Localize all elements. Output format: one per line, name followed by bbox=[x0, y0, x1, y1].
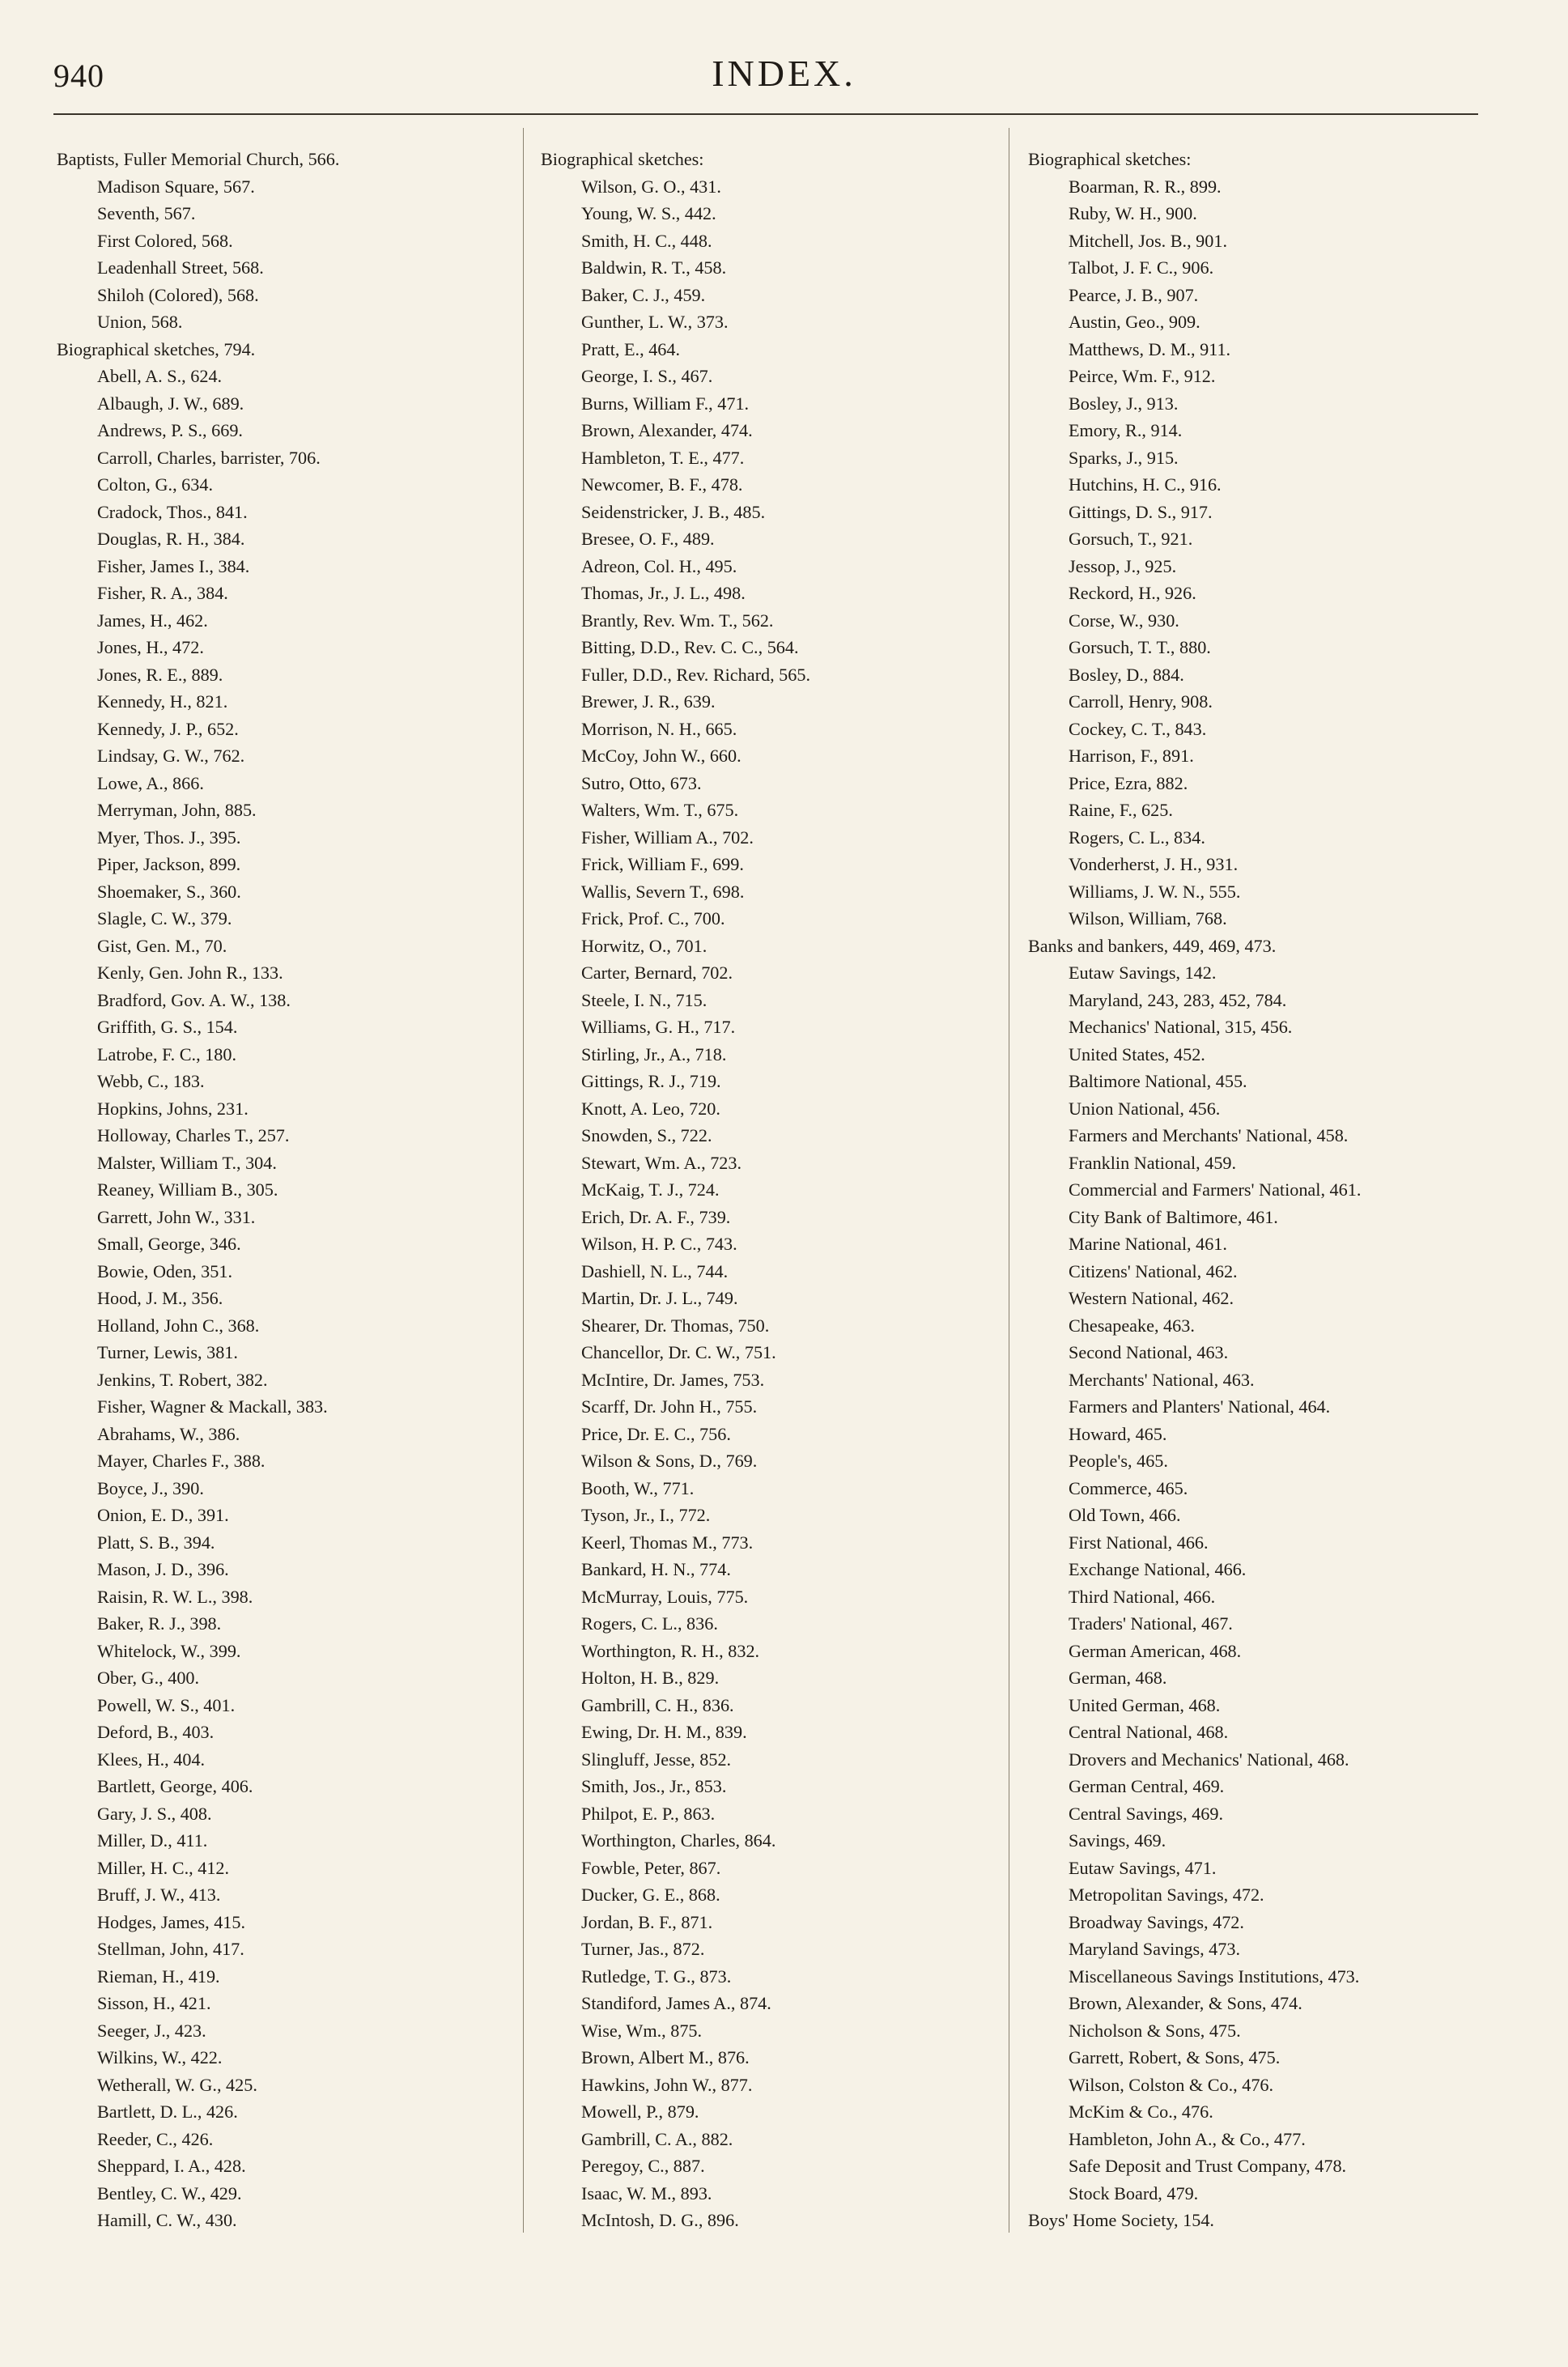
index-subentry: Stirling, Jr., A., 718. bbox=[581, 1043, 727, 1065]
index-subentry: Seventh, 567. bbox=[97, 203, 196, 223]
index-subentry: Klees, H., 404. bbox=[97, 1749, 206, 1770]
index-subentry: Onion, E. D., 391. bbox=[97, 1505, 229, 1525]
index-subentry: Mayer, Charles F., 388. bbox=[97, 1451, 266, 1471]
index-subentry: Madison Square, 567. bbox=[97, 176, 255, 197]
index-subentry: Wallis, Severn T., 698. bbox=[581, 881, 745, 902]
index-subentry: Wilson, G. O., 431. bbox=[581, 176, 721, 197]
index-subentry: Wilson, Colston & Co., 476. bbox=[1069, 2074, 1274, 2095]
index-subentry: Latrobe, F. C., 180. bbox=[97, 1043, 237, 1065]
index-subentry: Hopkins, Johns, 231. bbox=[97, 1098, 249, 1119]
index-subentry: Bartlett, George, 406. bbox=[97, 1776, 253, 1796]
index-subentry: Boarman, R. R., 899. bbox=[1069, 176, 1222, 197]
index-subentry: Turner, Lewis, 381. bbox=[97, 1342, 238, 1362]
index-subentry: Miscellaneous Savings Institutions, 473. bbox=[1069, 1965, 1360, 1987]
index-subentry: Hutchins, H. C., 916. bbox=[1069, 474, 1222, 495]
index-subentry: Gary, J. S., 408. bbox=[97, 1803, 212, 1824]
index-subentry: Garrett, John W., 331. bbox=[97, 1206, 256, 1227]
index-subentry: Carter, Bernard, 702. bbox=[581, 963, 733, 983]
index-subentry: Raine, F., 625. bbox=[1069, 800, 1173, 820]
index-subentry: Smith, H. C., 448. bbox=[581, 230, 712, 251]
index-subentry: McMurray, Louis, 775. bbox=[581, 1586, 749, 1607]
index-subentry: Drovers and Mechanics' National, 468. bbox=[1069, 1749, 1349, 1770]
index-subentry: Gorsuch, T. T., 880. bbox=[1069, 637, 1211, 657]
index-subentry: Sutro, Otto, 673. bbox=[581, 772, 702, 793]
index-subentry: Seidenstricker, J. B., 485. bbox=[581, 501, 766, 522]
index-subentry: Hodges, James, 415. bbox=[97, 1911, 246, 1932]
index-subentry: Stellman, John, 417. bbox=[97, 1939, 244, 1959]
index-subentry: First National, 466. bbox=[1069, 1532, 1209, 1553]
index-subentry: Slingluff, Jesse, 852. bbox=[581, 1749, 732, 1770]
index-subentry: Gittings, D. S., 917. bbox=[1069, 501, 1213, 522]
index-subentry: Bosley, J., 913. bbox=[1069, 393, 1179, 414]
index-subentry: First Colored, 568. bbox=[97, 230, 233, 251]
index-subentry: Gorsuch, T., 921. bbox=[1069, 529, 1193, 549]
index-subentry: Adreon, Col. H., 495. bbox=[581, 555, 737, 576]
index-subentry: Frick, Prof. C., 700. bbox=[581, 908, 725, 929]
index-subentry: Tyson, Jr., I., 772. bbox=[581, 1505, 711, 1525]
index-subentry: Baker, R. J., 398. bbox=[97, 1613, 222, 1634]
index-subentry: Wilkins, W., 422. bbox=[97, 2047, 223, 2067]
index-subentry: Brown, Albert M., 876. bbox=[581, 2047, 750, 2067]
index-column-3 bbox=[1028, 146, 1361, 2234]
index-heading: Biographical sketches: bbox=[1028, 149, 1192, 169]
index-subentry: Brantly, Rev. Wm. T., 562. bbox=[581, 610, 774, 631]
index-subentry: Jessop, J., 925. bbox=[1069, 555, 1177, 576]
index-subentry: Chesapeake, 463. bbox=[1069, 1315, 1195, 1336]
index-subentry: Ewing, Dr. H. M., 839. bbox=[581, 1722, 747, 1742]
index-subentry: Miller, D., 411. bbox=[97, 1830, 208, 1851]
index-subentry: Lowe, A., 866. bbox=[97, 772, 204, 793]
index-subentry: Piper, Jackson, 899. bbox=[97, 854, 241, 874]
index-subentry: Carroll, Henry, 908. bbox=[1069, 691, 1213, 712]
index-subentry: Rieman, H., 419. bbox=[97, 1965, 220, 1987]
index-subentry: Price, Dr. E. C., 756. bbox=[581, 1423, 731, 1444]
index-subentry: Deford, B., 403. bbox=[97, 1722, 215, 1742]
index-subentry: Ducker, G. E., 868. bbox=[581, 1885, 720, 1905]
column-separator bbox=[523, 128, 524, 2233]
index-subentry: Shiloh (Colored), 568. bbox=[97, 284, 259, 305]
index-subentry: Abrahams, W., 386. bbox=[97, 1423, 240, 1444]
index-subentry: Farmers and Merchants' National, 458. bbox=[1069, 1125, 1349, 1145]
index-subentry: Brewer, J. R., 639. bbox=[581, 691, 716, 712]
index-subentry: Bartlett, D. L., 426. bbox=[97, 2101, 238, 2122]
index-subentry: Jones, R. E., 889. bbox=[97, 664, 223, 685]
index-subentry: Bowie, Oden, 351. bbox=[97, 1260, 233, 1281]
index-subentry: Bruff, J. W., 413. bbox=[97, 1885, 221, 1905]
index-subentry: United States, 452. bbox=[1069, 1043, 1205, 1065]
index-subentry: Turner, Jas., 872. bbox=[581, 1939, 705, 1959]
index-subentry: Austin, Geo., 909. bbox=[1069, 312, 1200, 332]
index-subentry: Holloway, Charles T., 257. bbox=[97, 1125, 290, 1145]
index-subentry: Eutaw Savings, 471. bbox=[1069, 1857, 1217, 1878]
index-subentry: Williams, J. W. N., 555. bbox=[1069, 881, 1241, 902]
index-subentry: Erich, Dr. A. F., 739. bbox=[581, 1206, 731, 1227]
index-subentry: Ruby, W. H., 900. bbox=[1069, 203, 1197, 223]
index-subentry: Baltimore National, 455. bbox=[1069, 1071, 1247, 1091]
index-subentry: McKaig, T. J., 724. bbox=[581, 1179, 720, 1200]
index-subentry: City Bank of Baltimore, 461. bbox=[1069, 1206, 1278, 1227]
index-subentry: Farmers and Planters' National, 464. bbox=[1069, 1396, 1331, 1417]
index-subentry: German American, 468. bbox=[1069, 1640, 1242, 1661]
index-subentry: Baker, C. J., 459. bbox=[581, 284, 706, 305]
index-subentry: Morrison, N. H., 665. bbox=[581, 718, 737, 739]
index-subentry: Peirce, Wm. F., 912. bbox=[1069, 366, 1216, 386]
index-subentry: Gambrill, C. A., 882. bbox=[581, 2128, 733, 2149]
index-subentry: Knott, A. Leo, 720. bbox=[581, 1098, 720, 1119]
index-subentry: Powell, W. S., 401. bbox=[97, 1694, 236, 1715]
index-subentry: George, I. S., 467. bbox=[581, 366, 713, 386]
index-subentry: Hood, J. M., 356. bbox=[97, 1288, 223, 1308]
index-subentry: Holland, John C., 368. bbox=[97, 1315, 260, 1336]
index-subentry: Newcomer, B. F., 478. bbox=[581, 474, 743, 495]
index-subentry: Booth, W., 771. bbox=[581, 1477, 695, 1498]
index-subentry: Mowell, P., 879. bbox=[581, 2101, 699, 2122]
index-heading: Banks and bankers, 449, 469, 473. bbox=[1028, 935, 1277, 956]
index-subentry: Rogers, C. L., 836. bbox=[581, 1613, 718, 1634]
index-subentry: Jones, H., 472. bbox=[97, 637, 204, 657]
index-subentry: Stewart, Wm. A., 723. bbox=[581, 1152, 742, 1173]
index-subentry: Keerl, Thomas M., 773. bbox=[581, 1532, 754, 1553]
index-subentry: McKim & Co., 476. bbox=[1069, 2101, 1213, 2122]
index-subentry: Jordan, B. F., 871. bbox=[581, 1911, 713, 1932]
index-subentry: Emory, R., 914. bbox=[1069, 420, 1183, 440]
index-subentry: Bentley, C. W., 429. bbox=[97, 2182, 242, 2203]
index-subentry: Fisher, R. A., 384. bbox=[97, 583, 228, 603]
index-subentry: Nicholson & Sons, 475. bbox=[1069, 2020, 1241, 2041]
index-subentry: McCoy, John W., 660. bbox=[581, 746, 742, 766]
index-subentry: Andrews, P. S., 669. bbox=[97, 420, 243, 440]
index-subentry: Baldwin, R. T., 458. bbox=[581, 257, 727, 278]
index-subentry: German, 468. bbox=[1069, 1668, 1167, 1688]
index-subentry: Metropolitan Savings, 472. bbox=[1069, 1885, 1264, 1905]
index-subentry: Garrett, Robert, & Sons, 475. bbox=[1069, 2047, 1281, 2067]
index-subentry: Gist, Gen. M., 70. bbox=[97, 935, 227, 956]
index-subentry: Bresee, O. F., 489. bbox=[581, 529, 715, 549]
index-subentry: Savings, 469. bbox=[1069, 1830, 1166, 1851]
index-subentry: Platt, S. B., 394. bbox=[97, 1532, 215, 1553]
index-subentry: Mason, J. D., 396. bbox=[97, 1559, 229, 1579]
index-subentry: Albaugh, J. W., 689. bbox=[97, 393, 244, 414]
index-subentry: Colton, G., 634. bbox=[97, 474, 213, 495]
index-subentry: Matthews, D. M., 911. bbox=[1069, 338, 1231, 359]
index-subentry: Eutaw Savings, 142. bbox=[1069, 963, 1217, 983]
index-subentry: Ober, G., 400. bbox=[97, 1668, 200, 1688]
index-subentry: Old Town, 466. bbox=[1069, 1505, 1181, 1525]
index-subentry: Frick, William F., 699. bbox=[581, 854, 744, 874]
index-subentry: Franklin National, 459. bbox=[1069, 1152, 1237, 1173]
page-number: 940 bbox=[53, 57, 104, 94]
index-subentry: Kenly, Gen. John R., 133. bbox=[97, 963, 283, 983]
index-subentry: Miller, H. C., 412. bbox=[97, 1857, 230, 1878]
index-subentry: Talbot, J. F. C., 906. bbox=[1069, 257, 1214, 278]
index-subentry: Thomas, Jr., J. L., 498. bbox=[581, 583, 746, 603]
index-subentry: Carroll, Charles, barrister, 706. bbox=[97, 447, 321, 468]
index-heading: Boys' Home Society, 154. bbox=[1028, 2210, 1214, 2230]
index-subentry: Mechanics' National, 315, 456. bbox=[1069, 1017, 1293, 1037]
index-subentry: Sparks, J., 915. bbox=[1069, 447, 1179, 468]
index-subentry: Traders' National, 467. bbox=[1069, 1613, 1233, 1634]
index-subentry: Shearer, Dr. Thomas, 750. bbox=[581, 1315, 770, 1336]
index-subentry: Bitting, D.D., Rev. C. C., 564. bbox=[581, 637, 799, 657]
header-rule bbox=[53, 113, 1478, 115]
index-subentry: Holton, H. B., 829. bbox=[581, 1668, 720, 1688]
index-subentry: People's, 465. bbox=[1069, 1451, 1168, 1471]
index-subentry: Small, George, 346. bbox=[97, 1234, 241, 1254]
index-subentry: Young, W. S., 442. bbox=[581, 203, 716, 223]
index-subentry: Martin, Dr. J. L., 749. bbox=[581, 1288, 738, 1308]
index-subentry: Mitchell, Jos. B., 901. bbox=[1069, 230, 1227, 251]
index-subentry: Stock Board, 479. bbox=[1069, 2182, 1199, 2203]
index-subentry: Scarff, Dr. John H., 755. bbox=[581, 1396, 758, 1417]
index-column-1 bbox=[57, 146, 339, 2234]
index-subentry: Cockey, C. T., 843. bbox=[1069, 718, 1207, 739]
index-heading: Biographical sketches: bbox=[541, 149, 704, 169]
index-subentry: Chancellor, Dr. C. W., 751. bbox=[581, 1342, 776, 1362]
index-subentry: Bankard, H. N., 774. bbox=[581, 1559, 731, 1579]
index-subentry: Gunther, L. W., 373. bbox=[581, 312, 729, 332]
index-subentry: Safe Deposit and Trust Company, 478. bbox=[1069, 2156, 1347, 2176]
index-subentry: Union, 568. bbox=[97, 312, 183, 332]
index-subentry: Williams, G. H., 717. bbox=[581, 1017, 736, 1037]
index-subentry: Griffith, G. S., 154. bbox=[97, 1017, 238, 1037]
index-subentry: Citizens' National, 462. bbox=[1069, 1260, 1238, 1281]
index-subentry: Fisher, James I., 384. bbox=[97, 555, 250, 576]
index-subentry: Corse, W., 930. bbox=[1069, 610, 1179, 631]
index-subentry: Walters, Wm. T., 675. bbox=[581, 800, 739, 820]
index-subentry: Bradford, Gov. A. W., 138. bbox=[97, 989, 291, 1010]
index-subentry: Hambleton, T. E., 477. bbox=[581, 447, 745, 468]
index-subentry: Hamill, C. W., 430. bbox=[97, 2210, 237, 2230]
index-subentry: Rogers, C. L., 834. bbox=[1069, 827, 1205, 848]
index-subentry: James, H., 462. bbox=[97, 610, 208, 631]
index-subentry: Smith, Jos., Jr., 853. bbox=[581, 1776, 727, 1796]
index-subentry: McIntosh, D. G., 896. bbox=[581, 2210, 739, 2230]
index-subentry: Price, Ezra, 882. bbox=[1069, 772, 1188, 793]
index-subentry: Douglas, R. H., 384. bbox=[97, 529, 245, 549]
index-subentry: Slagle, C. W., 379. bbox=[97, 908, 232, 929]
index-subentry: Pearce, J. B., 907. bbox=[1069, 284, 1199, 305]
index-subentry: Gittings, R. J., 719. bbox=[581, 1071, 721, 1091]
index-subentry: Reckord, H., 926. bbox=[1069, 583, 1196, 603]
index-subentry: Reaney, William B., 305. bbox=[97, 1179, 278, 1200]
index-subentry: Maryland, 243, 283, 452, 784. bbox=[1069, 989, 1287, 1010]
index-subentry: Isaac, W. M., 893. bbox=[581, 2182, 712, 2203]
index-subentry: McIntire, Dr. James, 753. bbox=[581, 1369, 765, 1390]
index-subentry: Lindsay, G. W., 762. bbox=[97, 746, 245, 766]
index-subentry: Reeder, C., 426. bbox=[97, 2128, 214, 2149]
index-heading: Biographical sketches, 794. bbox=[57, 338, 256, 359]
index-subentry: Harrison, F., 891. bbox=[1069, 746, 1194, 766]
index-subentry: Vonderherst, J. H., 931. bbox=[1069, 854, 1239, 874]
index-subentry: Boyce, J., 390. bbox=[97, 1477, 204, 1498]
index-subentry: Wilson & Sons, D., 769. bbox=[581, 1451, 758, 1471]
index-subentry: Maryland Savings, 473. bbox=[1069, 1939, 1240, 1959]
index-subentry: Webb, C., 183. bbox=[97, 1071, 205, 1091]
index-subentry: Shoemaker, S., 360. bbox=[97, 881, 241, 902]
index-subentry: Abell, A. S., 624. bbox=[97, 366, 223, 386]
index-subentry: Whitelock, W., 399. bbox=[97, 1640, 241, 1661]
index-subentry: Pratt, E., 464. bbox=[581, 338, 681, 359]
index-subentry: German Central, 469. bbox=[1069, 1776, 1225, 1796]
index-subentry: Hambleton, John A., & Co., 477. bbox=[1069, 2128, 1306, 2149]
index-subentry: Central National, 468. bbox=[1069, 1722, 1229, 1742]
index-subentry: Myer, Thos. J., 395. bbox=[97, 827, 241, 848]
index-subentry: Philpot, E. P., 863. bbox=[581, 1803, 716, 1824]
index-subentry: Leadenhall Street, 568. bbox=[97, 257, 264, 278]
index-subentry: Cradock, Thos., 841. bbox=[97, 501, 248, 522]
index-subentry: Howard, 465. bbox=[1069, 1423, 1167, 1444]
index-subentry: Fuller, D.D., Rev. Richard, 565. bbox=[581, 664, 810, 685]
index-subentry: Snowden, S., 722. bbox=[581, 1125, 712, 1145]
index-subentry: Jenkins, T. Robert, 382. bbox=[97, 1369, 268, 1390]
index-subentry: Exchange National, 466. bbox=[1069, 1559, 1247, 1579]
index-subentry: Horwitz, O., 701. bbox=[581, 935, 708, 956]
index-subentry: Wilson, William, 768. bbox=[1069, 908, 1227, 929]
index-subentry: Malster, William T., 304. bbox=[97, 1152, 277, 1173]
index-subentry: Steele, I. N., 715. bbox=[581, 989, 708, 1010]
index-subentry: Commercial and Farmers' National, 461. bbox=[1069, 1179, 1362, 1200]
index-subentry: Union National, 456. bbox=[1069, 1098, 1221, 1119]
index-subentry: Worthington, R. H., 832. bbox=[581, 1640, 760, 1661]
index-subentry: Wetherall, W. G., 425. bbox=[97, 2074, 257, 2095]
index-subentry: Sheppard, I. A., 428. bbox=[97, 2156, 246, 2176]
index-subentry: Wise, Wm., 875. bbox=[581, 2020, 703, 2041]
index-subentry: Gambrill, C. H., 836. bbox=[581, 1694, 734, 1715]
index-subentry: Seeger, J., 423. bbox=[97, 2020, 206, 2041]
index-subentry: Sisson, H., 421. bbox=[97, 1993, 211, 2013]
index-column-2 bbox=[541, 146, 810, 2234]
index-subentry: Bosley, D., 884. bbox=[1069, 664, 1184, 685]
index-subentry: Wilson, H. P. C., 743. bbox=[581, 1234, 737, 1254]
index-subentry: Merchants' National, 463. bbox=[1069, 1369, 1255, 1390]
index-subentry: Hawkins, John W., 877. bbox=[581, 2074, 753, 2095]
index-subentry: Third National, 466. bbox=[1069, 1586, 1216, 1607]
index-subentry: Western National, 462. bbox=[1069, 1288, 1234, 1308]
index-subentry: Kennedy, J. P., 652. bbox=[97, 718, 239, 739]
index-subentry: Merryman, John, 885. bbox=[97, 800, 257, 820]
index-subentry: Burns, William F., 471. bbox=[581, 393, 750, 414]
page-title: INDEX. bbox=[712, 53, 856, 94]
index-subentry: Brown, Alexander, 474. bbox=[581, 420, 753, 440]
index-subentry: Peregoy, C., 887. bbox=[581, 2156, 705, 2176]
index-subentry: Worthington, Charles, 864. bbox=[581, 1830, 776, 1851]
index-subentry: Fisher, William A., 702. bbox=[581, 827, 754, 848]
index-subentry: Standiford, James A., 874. bbox=[581, 1993, 771, 2013]
index-subentry: Central Savings, 469. bbox=[1069, 1803, 1224, 1824]
index-subentry: Brown, Alexander, & Sons, 474. bbox=[1069, 1993, 1302, 2013]
index-subentry: Second National, 463. bbox=[1069, 1342, 1229, 1362]
index-subentry: Raisin, R. W. L., 398. bbox=[97, 1586, 253, 1607]
index-subentry: Fisher, Wagner & Mackall, 383. bbox=[97, 1396, 328, 1417]
index-subentry: Fowble, Peter, 867. bbox=[581, 1857, 721, 1878]
index-subentry: Kennedy, H., 821. bbox=[97, 691, 228, 712]
index-subentry: United German, 468. bbox=[1069, 1694, 1221, 1715]
index-subentry: Broadway Savings, 472. bbox=[1069, 1911, 1244, 1932]
index-subentry: Marine National, 461. bbox=[1069, 1234, 1227, 1254]
index-heading: Baptists, Fuller Memorial Church, 566. bbox=[57, 149, 340, 169]
index-subentry: Rutledge, T. G., 873. bbox=[581, 1965, 732, 1987]
index-subentry: Dashiell, N. L., 744. bbox=[581, 1260, 729, 1281]
index-subentry: Commerce, 465. bbox=[1069, 1477, 1188, 1498]
